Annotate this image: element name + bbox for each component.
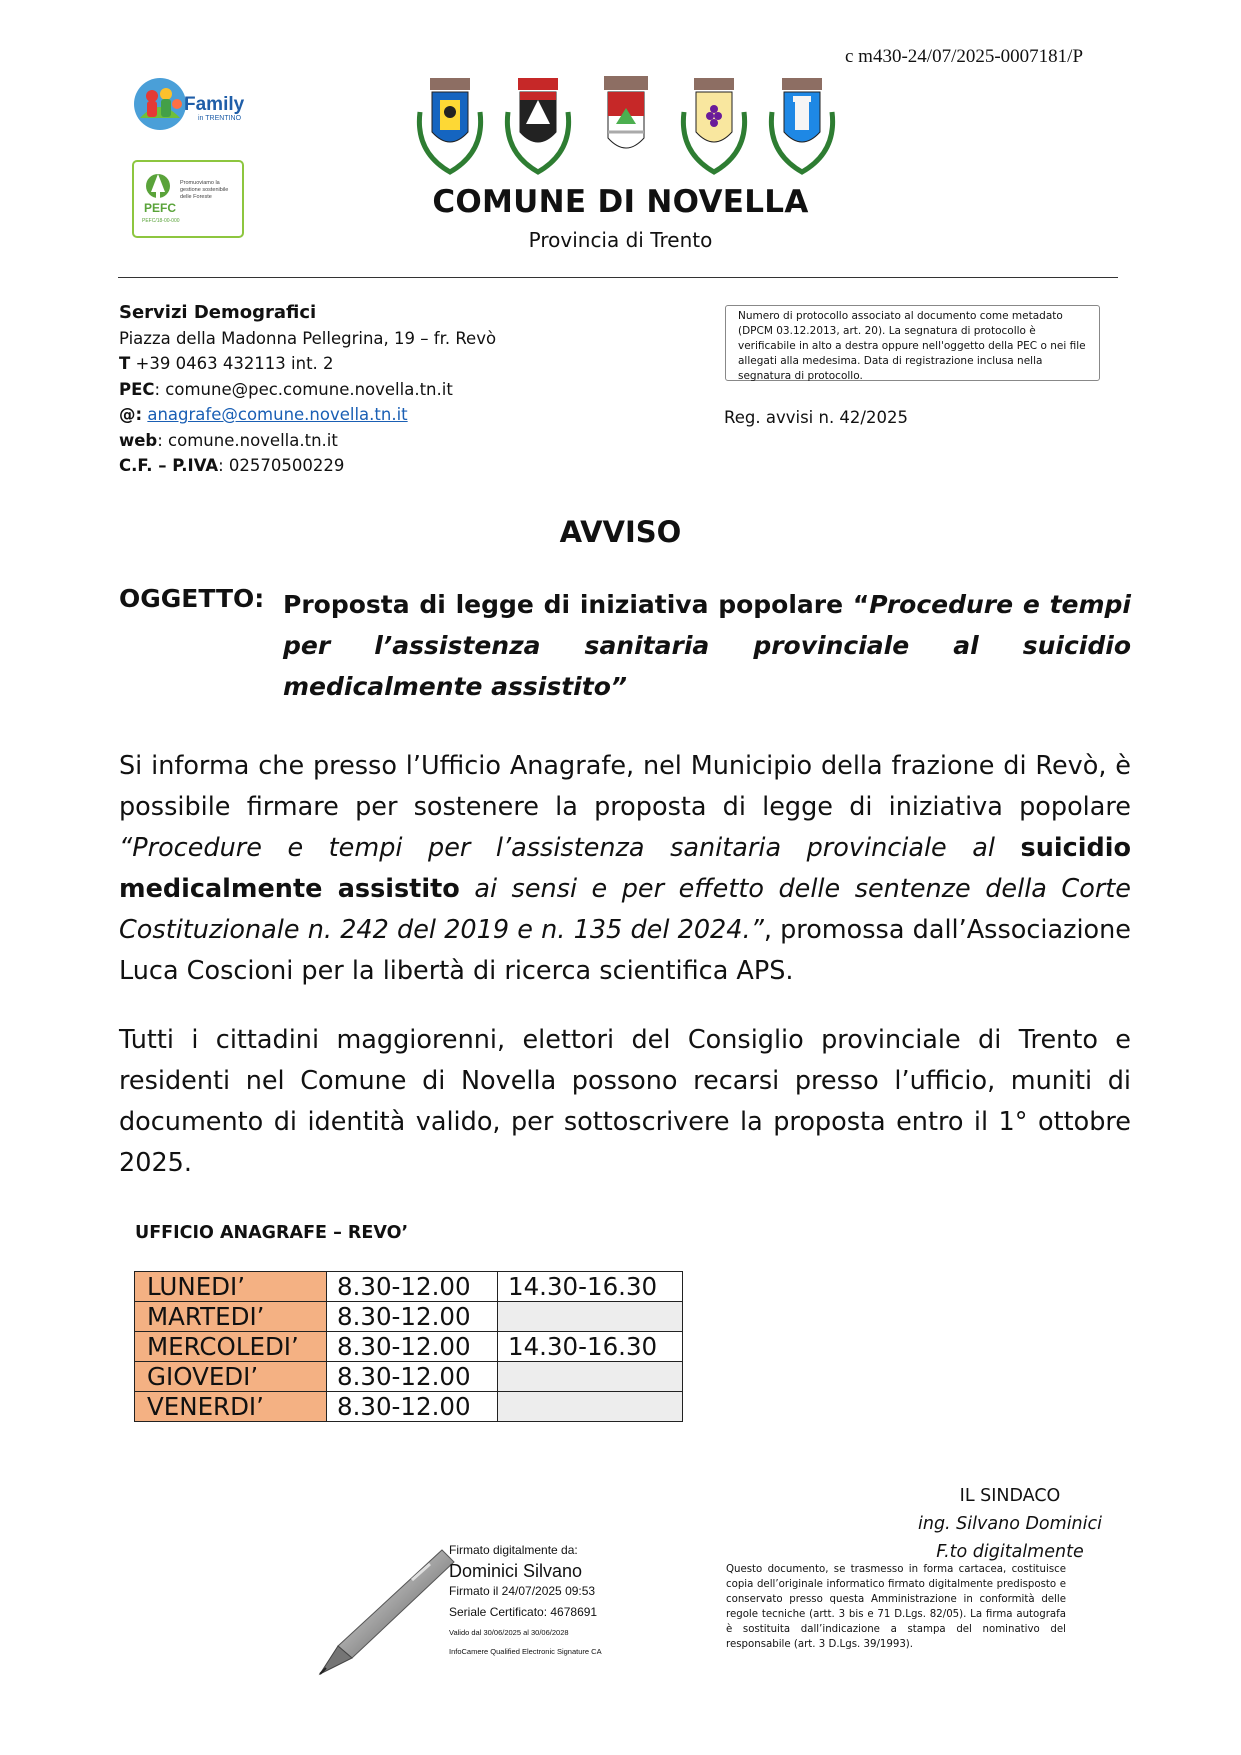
notice-paragraph-2: Tutti i cittadini maggiorenni, elettori del Consiglio provinciale di Trento e residenti nel Comune di Novella possono recarsi presso l’ufficio, muniti di documento di identità valido, per sottoscrivere la proposta entro il 1° ottobre 2025. bbox=[119, 1025, 1131, 1178]
svg-text:delle Foreste: delle Foreste bbox=[180, 194, 212, 200]
hours-row bbox=[135, 1332, 683, 1362]
hours-cell-am: 8.30-12.00 bbox=[327, 1392, 498, 1422]
page-title: COMUNE DI NOVELLA bbox=[432, 184, 809, 220]
office-name: Servizi Demografici bbox=[119, 302, 317, 323]
digital-signature-label: Firmato digitalmente da: bbox=[449, 1543, 578, 1557]
signature-note: F.to digitalmente bbox=[936, 1542, 1084, 1562]
office-tax-code: C.F. – P.IVA: 02570500229 bbox=[119, 456, 345, 475]
municipal-coats-of-arms bbox=[410, 72, 850, 182]
oggetto-text: Proposta di legge di iniziativa popolare “Procedure e tempi per l’assistenza sanitaria provinciale al suicidio medicalmente assistito” bbox=[283, 590, 1131, 701]
notice-paragraph-1: Si informa che presso l’Ufficio Anagrafe, nel Municipio della frazione di Revò, è possibile firmare per sostenere la proposta di legge di iniziativa popolare “Procedure e tempi per l’assistenza sanitaria provinciale al suicidio medicalmente assistito ai sensi e per effetto delle sentenze della Corte Costituzionale n. 242 del 2019 e n. 135 del 2024.”, promossa dall’Associazione Luca Coscioni per la libertà di ricerca scientifica APS. bbox=[119, 751, 1131, 986]
notice-title: AVVISO bbox=[559, 515, 682, 549]
crest-4-icon bbox=[683, 78, 744, 172]
mayor-role: IL SINDACO bbox=[959, 1486, 1061, 1506]
opening-hours-table bbox=[134, 1271, 683, 1422]
crest-5-icon bbox=[771, 78, 832, 172]
svg-text:PEFC/18-00-000: PEFC/18-00-000 bbox=[142, 218, 180, 224]
reg-avvisi: Reg. avvisi n. 42/2025 bbox=[724, 408, 908, 427]
mayor-signature-block bbox=[820, 1482, 1200, 1566]
hours-cell-pm bbox=[498, 1302, 683, 1332]
hours-cell-am: 8.30-12.00 bbox=[327, 1332, 498, 1362]
crest-3-icon bbox=[604, 76, 648, 148]
hours-cell-pm: 14.30-16.30 bbox=[498, 1332, 683, 1362]
svg-text:Promuoviamo la: Promuoviamo la bbox=[180, 180, 220, 186]
digital-certificate-validity: Valido dal 30/06/2025 al 30/06/2028 bbox=[449, 1628, 569, 1637]
pen-icon bbox=[312, 1540, 457, 1680]
digital-signer-name: Dominici Silvano bbox=[449, 1561, 583, 1581]
svg-text:gestione sostenibile: gestione sostenibile bbox=[180, 187, 229, 193]
crest-1-icon bbox=[419, 78, 480, 172]
protocol-number: c m430-24/07/2025-0007181/P bbox=[845, 46, 1084, 67]
office-phone: T +39 0463 432113 int. 2 bbox=[119, 354, 334, 373]
office-web: web: comune.novella.tn.it bbox=[119, 430, 338, 450]
digital-certificate-serial: Seriale Certificato: 4678691 bbox=[449, 1605, 598, 1619]
office-pec: PEC: comune@pec.comune.novella.tn.it bbox=[119, 379, 453, 399]
svg-text:PEFC: PEFC bbox=[144, 201, 177, 215]
mayor-name: ing. Silvano Dominici bbox=[918, 1514, 1102, 1534]
header-divider bbox=[118, 277, 1118, 278]
hours-row bbox=[135, 1392, 683, 1422]
office-email: @: anagrafe@comune.novella.tn.it bbox=[119, 405, 408, 424]
crest-2-icon bbox=[507, 78, 568, 172]
family-in-trentino-logo bbox=[132, 74, 262, 136]
page-subtitle: Provincia di Trento bbox=[528, 228, 713, 252]
digital-signature-date: Firmato il 24/07/2025 09:53 bbox=[449, 1584, 596, 1598]
hours-cell-pm: 14.30-16.30 bbox=[498, 1272, 683, 1302]
digital-signature-stamp bbox=[449, 1543, 602, 1656]
hours-cell-day: VENERDI’ bbox=[135, 1392, 327, 1422]
hours-row bbox=[135, 1302, 683, 1332]
svg-text:in TRENTINO: in TRENTINO bbox=[198, 115, 242, 122]
hours-cell-day: GIOVEDI’ bbox=[135, 1362, 327, 1392]
digital-certificate-ca: InfoCamere Qualified Electronic Signature CA bbox=[449, 1647, 602, 1656]
protocol-metadata-note: Numero di protocollo associato al documento come metadato (DPCM 03.12.2013, art. 20). La segnatura di protocollo è verificabile in alto a destra oppure nell'oggetto della PEC o nei file allegati alla medesima. Data di registrazione inclusa nella segnatura di protocollo. bbox=[725, 305, 1100, 381]
legal-disclaimer: Questo documento, se trasmesso in forma cartacea, costituisce copia dell’originale informatico firmato digitalmente predisposto e conservato presso questa Amministrazione in conformità delle regole tecniche (artt. 3 bis e 71 D.Lgs. 82/05). La firma autografa è sostituita dall’indicazione a stampa del nominativo del responsabile (art. 3 D.Lgs. 39/1993). bbox=[726, 1564, 1066, 1650]
hours-title: UFFICIO ANAGRAFE – REVO’ bbox=[135, 1223, 409, 1243]
hours-cell-am: 8.30-12.00 bbox=[327, 1362, 498, 1392]
office-contact-block bbox=[119, 300, 496, 479]
svg-text:Family: Family bbox=[184, 94, 245, 115]
hours-cell-pm bbox=[498, 1392, 683, 1422]
hours-cell-day: LUNEDI’ bbox=[135, 1272, 327, 1302]
office-address: Piazza della Madonna Pellegrina, 19 – fr. Revò bbox=[119, 328, 497, 348]
hours-cell-day: MARTEDI’ bbox=[135, 1302, 327, 1332]
hours-cell-day: MERCOLEDI’ bbox=[135, 1332, 327, 1362]
email-link[interactable]: anagrafe@comune.novella.tn.it bbox=[147, 405, 408, 424]
hours-cell-pm bbox=[498, 1362, 683, 1392]
hours-cell-am: 8.30-12.00 bbox=[327, 1302, 498, 1332]
oggetto-label: OGGETTO: bbox=[119, 584, 265, 613]
hours-cell-am: 8.30-12.00 bbox=[327, 1272, 498, 1302]
hours-row bbox=[135, 1272, 683, 1302]
hours-row bbox=[135, 1362, 683, 1392]
